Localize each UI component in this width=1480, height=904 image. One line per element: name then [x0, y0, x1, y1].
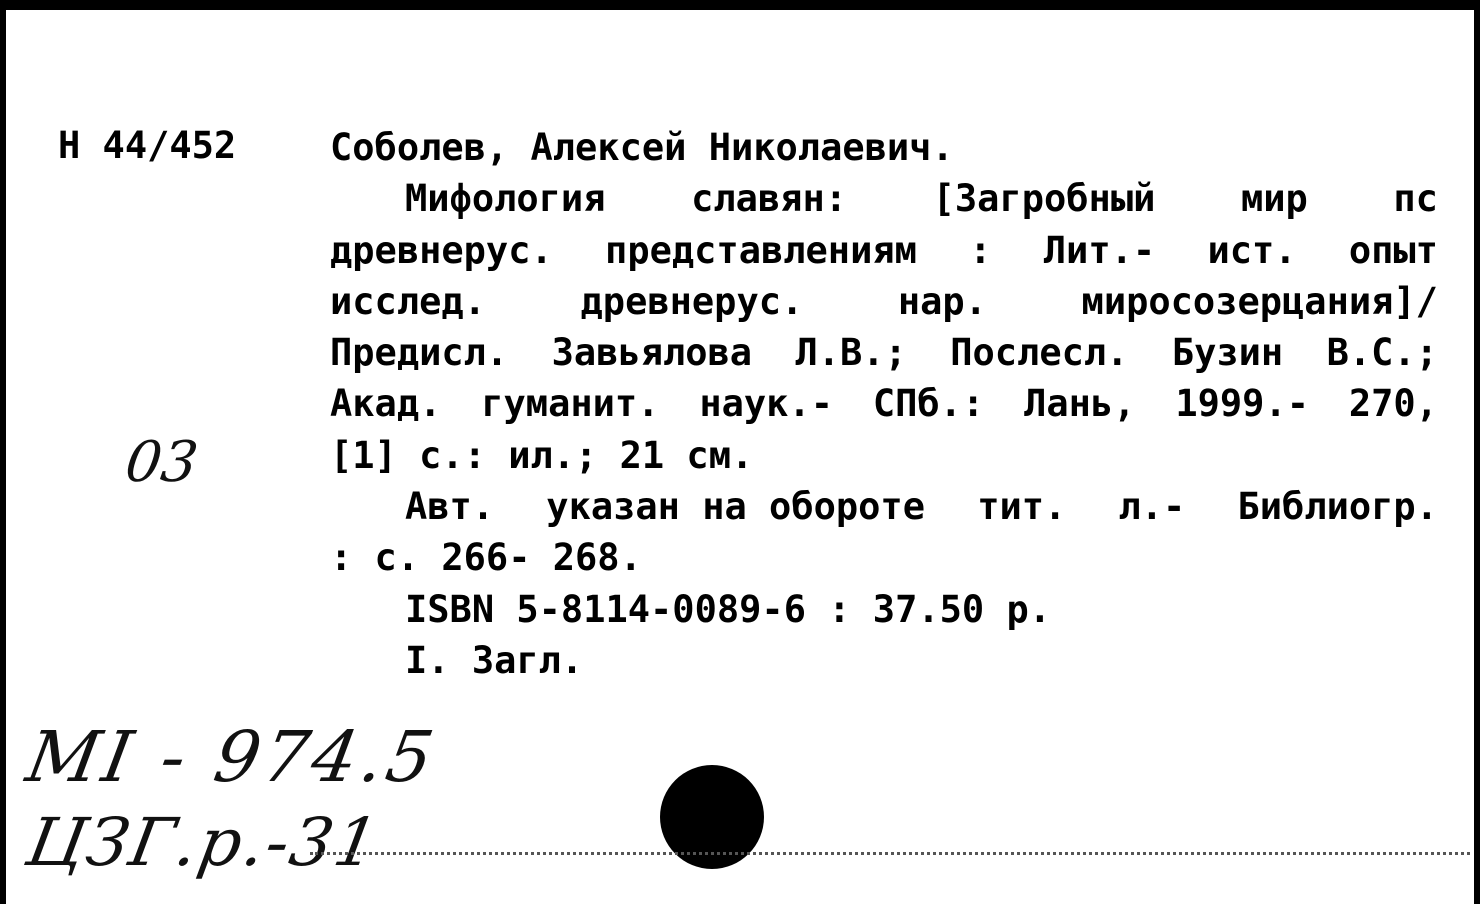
word: пс	[1393, 177, 1438, 221]
word: [Загробный	[932, 177, 1156, 221]
word: Предисл.	[330, 331, 509, 375]
word: Библиогр.	[1237, 485, 1438, 529]
shelfmark: Н 44/452	[58, 124, 237, 167]
word: Акад.	[330, 382, 442, 426]
scan-border-right	[1474, 0, 1480, 904]
note-line-2: : с. 266- 268.	[330, 536, 642, 580]
word: ист.	[1207, 228, 1297, 272]
word: тит.	[977, 485, 1067, 529]
word: представлениям	[605, 228, 917, 272]
word: миросозерцания]/	[1081, 279, 1438, 323]
word: 1999.-	[1175, 382, 1309, 426]
title-line-4	[330, 327, 1438, 378]
word: Послесл.	[950, 331, 1129, 375]
word: Завьялова	[551, 331, 753, 375]
word: :	[969, 228, 992, 272]
handwritten-classmark-2: ЦЗГ.р.-31	[21, 804, 386, 881]
note-line-1	[330, 481, 1438, 532]
word: Л.В.;	[795, 331, 907, 375]
word: Лит.-	[1043, 228, 1156, 272]
word: СПб.:	[872, 382, 985, 426]
handwritten-classmark-1: МІ - 974.5	[20, 716, 444, 798]
word: исслед.	[330, 279, 486, 323]
word: славян:	[691, 177, 848, 221]
title-line-3	[330, 276, 1438, 327]
bibliographic-entry	[330, 122, 1440, 686]
word: В.С.;	[1326, 331, 1438, 375]
word: Лань,	[1024, 382, 1136, 426]
word: Мифология	[405, 177, 606, 221]
scan-noise-line	[310, 852, 1470, 855]
word: указан на обороте	[546, 485, 925, 529]
word: гуманит.	[481, 382, 660, 426]
word: 270,	[1348, 382, 1438, 426]
title-line-2	[330, 225, 1438, 276]
isbn-line: ISBN 5-8114-0089-6 : 37.50 р.	[405, 587, 1052, 631]
word: опыт	[1348, 228, 1438, 272]
author-line: Соболев, Алексей Николаевич.	[330, 126, 954, 169]
title-line-1	[330, 173, 1438, 224]
extent-line: [1] с.: ил.; 21 см.	[330, 433, 754, 477]
handwritten-mark-03: 03	[121, 430, 202, 495]
title-entry-line: I. Загл.	[405, 638, 584, 682]
word: л.-	[1118, 485, 1186, 529]
word: нар.	[897, 279, 987, 323]
word: мир	[1240, 177, 1308, 221]
word: Авт.	[405, 485, 495, 529]
word: наук.-	[699, 382, 833, 426]
word: древнерус.	[580, 279, 804, 323]
title-line-5	[330, 378, 1438, 429]
scan-border-top	[0, 0, 1480, 10]
scan-border-left	[0, 0, 6, 904]
word: древнерус.	[330, 228, 553, 272]
word: Бузин	[1171, 331, 1284, 375]
